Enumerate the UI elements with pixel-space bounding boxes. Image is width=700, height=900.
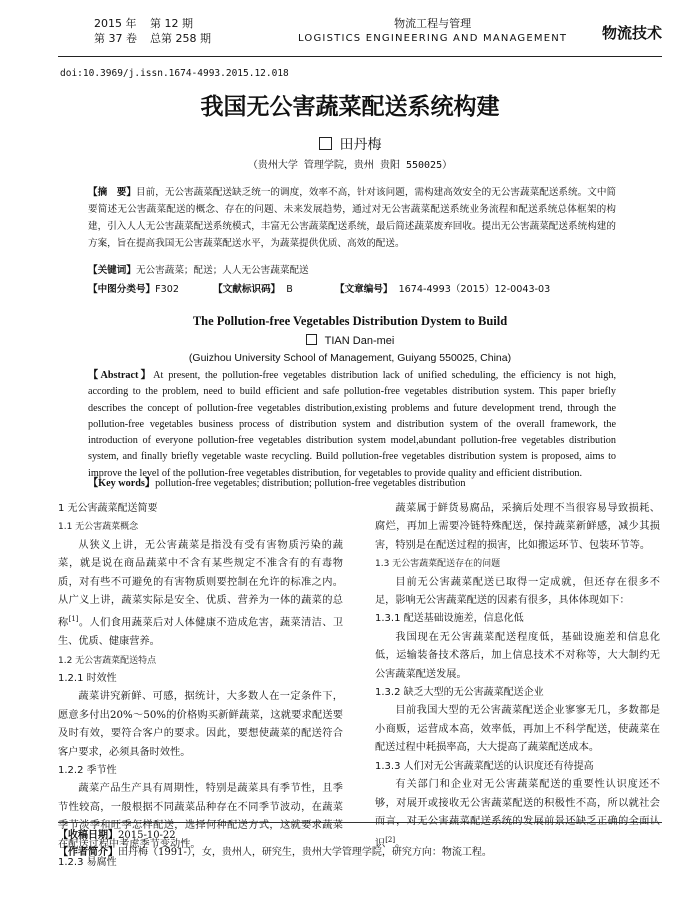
paragraph: 蔬菜产品生产具有周期性，特别是蔬菜具有季节性，且季节性较高，一般根据不同蔬菜品种存在不同季节波动，在蔬菜季节淡季和旺季怎样配送，选择何种配送方式，这就要求蔬菜在配送过程中考虑季节变动性。 xyxy=(58,783,343,850)
keywords-en-label: 【Key words】 xyxy=(88,478,156,489)
citation-ref[interactable]: [2] xyxy=(385,836,396,845)
subsubsection-heading: 1.2.1 时效性 xyxy=(58,673,117,685)
checkbox-square-icon xyxy=(306,334,317,345)
body-column-right xyxy=(375,500,660,854)
author-bio: 田丹梅（1991-），女，贵州人，研究生，贵州大学管理学院，研究方向：物流工程。 xyxy=(118,847,492,858)
keywords-en xyxy=(88,474,465,489)
section-label: 物流技术 xyxy=(601,24,662,42)
author-bio-label: 【作者简介】 xyxy=(58,847,118,858)
paragraph-text: 。人们食用蔬菜后对人体健康不造成危害，蔬菜清洁、卫生、优质、健康营养。 xyxy=(58,617,344,648)
subsubsection-heading: 1.3.1 配送基础设施差，信息化低 xyxy=(375,613,524,625)
abstract-en xyxy=(88,368,616,482)
subsubsection-heading: 1.2.3 易腐性 xyxy=(58,857,117,869)
section-heading: 1 无公害蔬菜配送简要 xyxy=(58,503,158,514)
subsubsection-heading: 1.3.3 人们对无公害蔬菜配送的认识度还有待提高 xyxy=(375,760,594,772)
author-cn: 田丹梅 xyxy=(339,137,382,153)
issue-info xyxy=(94,16,211,46)
abstract-en-label: 【Abstract】 xyxy=(88,370,154,381)
subsubsection-heading: 1.3.2 缺乏大型的无公害蔬菜配送企业 xyxy=(375,687,544,699)
author-en: TIAN Dan-mei xyxy=(324,335,395,347)
affiliation-en: (Guizhou University School of Management, Guiyang 550025, China) xyxy=(188,352,512,364)
checkbox-square-icon xyxy=(319,137,332,150)
paragraph: 蔬菜属于鲜货易腐品，采摘后处理不当很容易导致损耗、腐烂，再加上需要冷链特殊配送，保持蔬菜新鲜感，减少其损害，特别是在配送过程的损害，比如搬运环节、包装环节等。 xyxy=(375,503,660,551)
doc-code-value: B xyxy=(286,284,293,295)
issue: 第 12 期 xyxy=(150,17,193,30)
keywords-cn-label: 【关键词】 xyxy=(88,265,136,276)
article-number-label: 【文章编号】 xyxy=(335,284,393,295)
volume: 第 37 卷 xyxy=(94,32,137,45)
journal-name-cn: 物流工程与管理 xyxy=(394,17,472,30)
year: 2015 年 xyxy=(94,17,137,30)
article-number-value: 1674-4993（2015）12-0043-03 xyxy=(398,284,551,295)
keywords-cn-text: 无公害蔬菜；配送；人人无公害蔬菜配送 xyxy=(135,265,309,276)
paragraph: 目前我国大型的无公害蔬菜配送企业寥寥无几，多数都是小商贩，运营成本高，效率低，再加上不科学配送，使蔬菜在配送过程中耗损率高，大大提高了蔬菜配送成本。 xyxy=(375,705,660,754)
received-date-line xyxy=(58,827,662,844)
author-cn-line xyxy=(0,134,700,154)
keywords-en-text: pollution-free vegetables; distribution; pollution-free vegetables distribution xyxy=(155,478,466,489)
footnote xyxy=(58,822,662,861)
body-column-left xyxy=(58,500,343,873)
paragraph-text: 从狭义上讲，无公害蔬菜是指没有受有害物质污染的蔬菜，就是说在商品蔬菜中不含有某些规定不准含有的有毒物质，对有些不可避免的有害物质则要控制在允许的标准之内。从广义上讲，蔬菜实际是安全、优质、营养为一体的蔬菜的总称 xyxy=(58,539,343,629)
paragraph: 蔬菜讲究新鲜、可感，据统计，大多数人在一定条件下，愿意多付出20%～50%的价格购买新鲜蔬菜，这就要求配送要及时有效，要符合客户的要求。因此，要想使蔬菜的配送符合客户要求，必须具备时效性。 xyxy=(58,691,343,758)
subsubsection-heading: 1.2.2 季节性 xyxy=(58,765,117,777)
paragraph-text: 有关部门和企业对无公害蔬菜配送的重要性认识度还不够，对展开或接收无公害蔬菜配送的积极性不高，所以就社会而言，对无公害蔬菜配送系统的发展前景还缺乏正确的全面认识 xyxy=(375,779,660,850)
journal-name-en: LOGISTICS ENGINEERING AND MANAGEMENT xyxy=(298,33,568,44)
paragraph: 目前无公害蔬菜配送已取得一定成就，但还存在很多不足，影响无公害蔬菜配送的因素有很多，具体体现如下： xyxy=(375,576,660,607)
article-title-cn: 我国无公害蔬菜配送系统构建 xyxy=(200,94,500,120)
author-en-line xyxy=(0,334,700,347)
clc-value: F302 xyxy=(155,284,179,295)
abstract-cn xyxy=(88,184,616,252)
doc-code-label: 【文献标识码】 xyxy=(213,284,281,295)
page-header xyxy=(58,16,662,57)
doi[interactable]: doi:10.3969/j.issn.1674-4993.2015.12.018 xyxy=(60,68,289,79)
clc-label: 【中图分类号】 xyxy=(88,284,156,295)
author-bio-line xyxy=(58,844,662,861)
abstract-en-text: At present, the pollution-free vegetables distribution lack of unified scheduling, the efficiency is not high, according to the problem, need to build efficient and safe pollution-free vegetables distribution system. This paper briefly describes the concept of pollution-free vegetables distribution,existing problems and future development trend, through the pollution-free vegetables business process of distribution system and distribution system of the overall framework, the introduction of everyone pollution-free vegetables distribution system model,abundant pollution-free vegetables distribution system, and finally briefly vegetable waste recycling. Build pollution-free vegetables distribution system is proposed, aims to improve the level of the pollution-free vegetables distribution, for vegetables to provide quality and efficient distribution. xyxy=(88,370,616,479)
classification-line xyxy=(88,281,550,295)
received-label: 【收稿日期】 xyxy=(58,830,118,841)
paragraph: 我国现在无公害蔬菜配送程度低，基础设施差和信息化低，运输装备技术落后，加上信息技术不对称等，大大制约无公害蔬菜配送发展。 xyxy=(375,631,660,680)
affiliation-cn: （贵州大学 管理学院，贵州 贵阳 550025） xyxy=(247,160,453,171)
subsection-heading: 1.3 无公害蔬菜配送存在的问题 xyxy=(375,559,501,570)
subsection-heading: 1.2 无公害蔬菜配送特点 xyxy=(58,655,157,666)
received-date: 2015-10-22 xyxy=(118,830,176,841)
citation-ref[interactable]: [1] xyxy=(68,615,79,624)
subsection-heading: 1.1 无公害蔬菜概念 xyxy=(58,522,139,533)
keywords-cn xyxy=(88,262,309,276)
journal-name xyxy=(298,16,567,46)
article-title-en: The Pollution-free Vegetables Distribution Dystem to Build xyxy=(192,314,508,328)
abstract-cn-label: 【摘 要】 xyxy=(88,187,137,198)
paragraph xyxy=(58,537,343,652)
total-issue: 总第 258 期 xyxy=(150,32,211,45)
abstract-cn-text: 目前，无公害蔬菜配送缺乏统一的调度，效率不高，针对该问题，需构建高效安全的无公害蔬菜配送系统。文中简要简述无公害蔬菜配送的概念、存在的问题、未来发展趋势，通过对无公害蔬菜配送系统业务流程和配送系统总体框架的构建，引入人人无公害蔬菜配送系统模式，丰富无公害蔬菜配送系统，最后简述蔬菜废弃回收。提出无公害蔬菜配送系统构建的方案，旨在提高我国无公害蔬菜配送水平，为蔬菜提供优质、高效的配送。 xyxy=(88,187,617,249)
paragraph-text: 。 xyxy=(395,838,406,850)
